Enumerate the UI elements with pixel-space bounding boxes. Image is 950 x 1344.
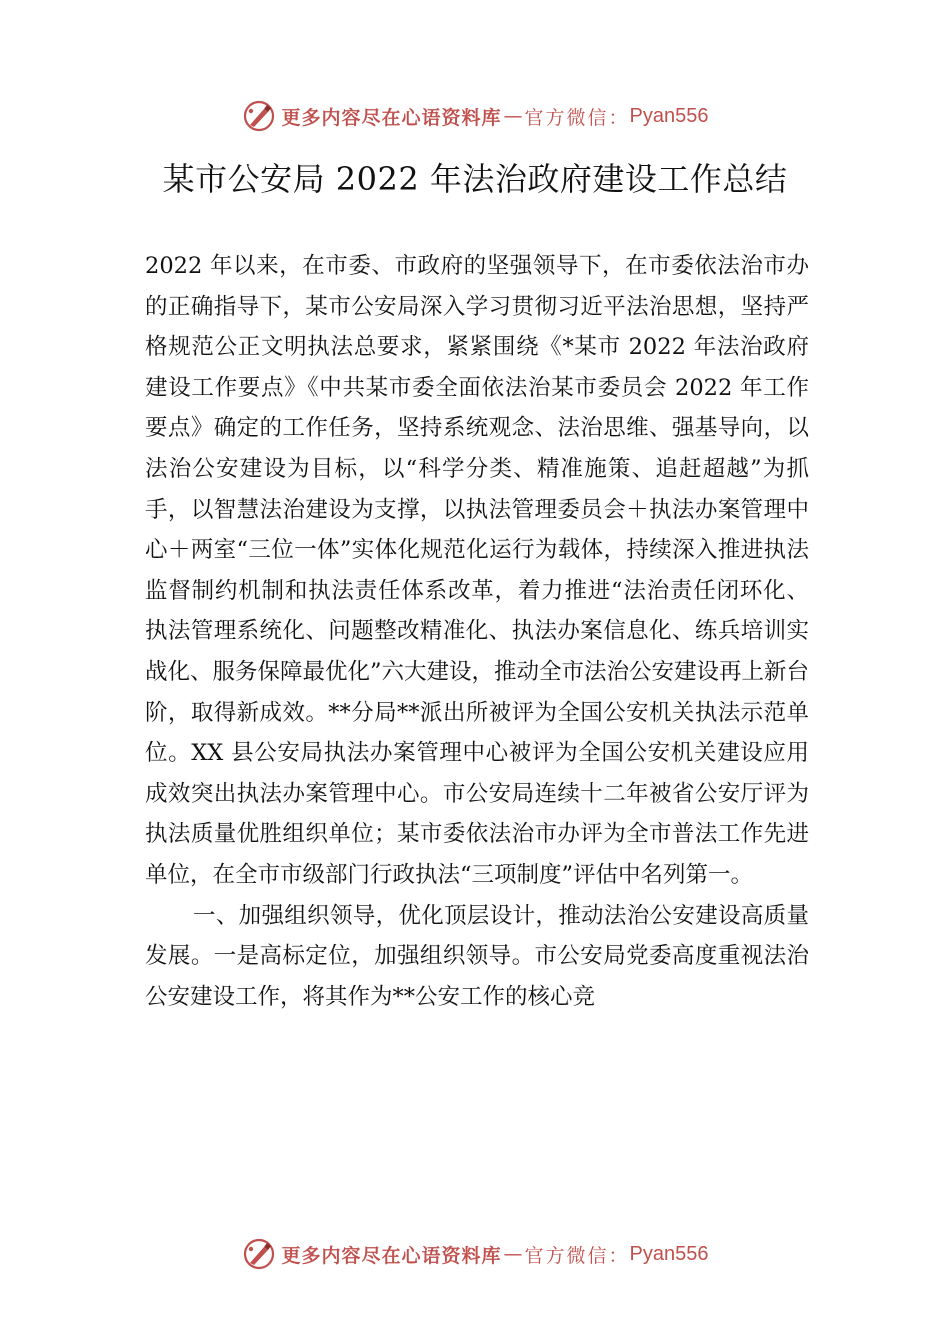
watermark-dash: —: [503, 105, 523, 127]
paragraph-section-one: 一、加强组织领导，优化顶层设计，推动法治公安建设高质量发展。一是高标定位，加强组织领导。市公安局党委高度重视法治公安建设工作，将其作为**公安工作的核心竞: [145, 902, 809, 1010]
footer-watermark: [0, 1234, 950, 1274]
watermark-wechat-label: 官方微信：: [524, 106, 630, 129]
pen-logo-icon: [242, 99, 276, 133]
watermark-text: 更多内容尽在心语资料库: [281, 1244, 502, 1267]
watermark-wechat-id: Pyan556: [629, 1242, 709, 1265]
watermark-wechat-label: 官方微信：: [524, 1244, 630, 1267]
document-title: 某市公安局 2022 年法治政府建设工作总结: [162, 160, 788, 198]
pen-logo-icon: [242, 1237, 276, 1271]
watermark-dash: —: [503, 1243, 523, 1265]
watermark-text: 更多内容尽在心语资料库: [281, 106, 502, 129]
watermark-wechat-id: Pyan556: [629, 104, 709, 127]
document-body: [145, 246, 809, 1017]
header-watermark: [0, 96, 950, 136]
paragraph-intro: 2022 年以来，在市委、市政府的坚强领导下，在市委依法治市办的正确指导下，某市公安局深入学习贯彻习近平法治思想，坚持严格规范公正文明执法总要求，紧紧围绕《*某市 2022 年法治政府建设工作要点》《中共某市委全面依法治某市委员会 2022 年工作要点》确定的工作任务，坚持系统观念、法治思维、强基导向，以法治公安建设为目标，以“科学分类、精准施策、追赶超越”为抓手，以智慧法治建设为支撑，以执法管理委员会＋执法办案管理中心＋两室“三位一体”实体化规范化运行为载体，持续深入推进执法监督制约机制和执法责任体系改革，着力推进“法治责任闭环化、 执法管理系统化、问题整改精准化、执法办案信息化、练兵培训实战化、服务保障最优化”六大建设，推动全市法治公安建设再上新台阶，取得新成效。**分局**派出所被评为全国公安机关执法示范单位。XX 县公安局执法办案管理中心被评为全国公安机关建设应用成效突出执法办案管理中心。市公安局连续十二年被省公安厅评为执法质量优胜组织单位；某市委依法治市办评为全市普法工作先进单位，在全市市级部门行政执法“三项制度”评估中名列第一。: [145, 253, 810, 888]
